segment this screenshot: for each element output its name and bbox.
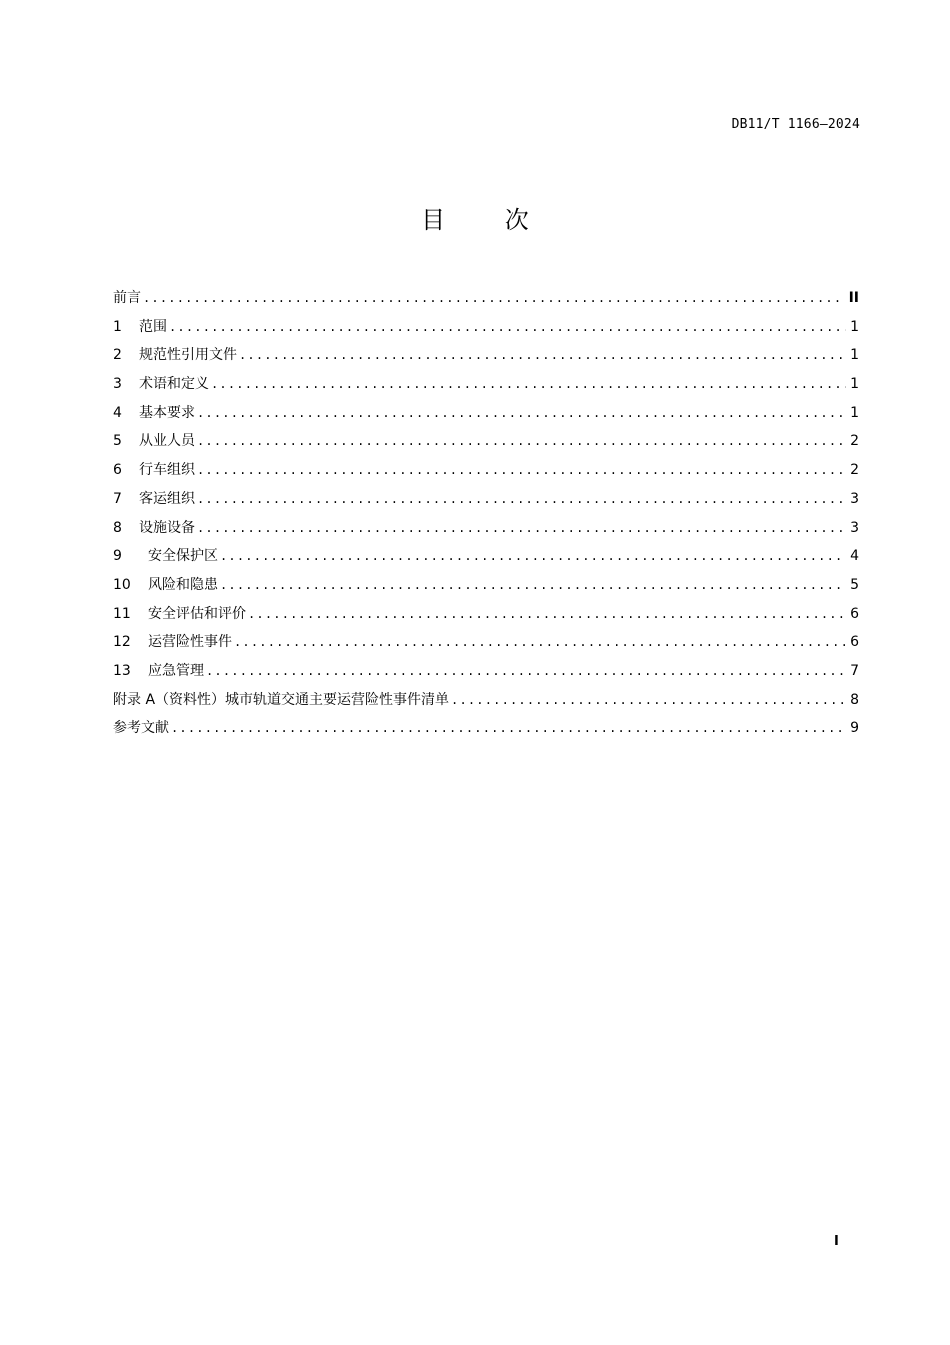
toc-leader-dots	[169, 313, 846, 342]
toc-entry-text: 应急管理	[148, 662, 204, 679]
toc-entry-page: 1	[850, 376, 859, 393]
toc-entry-1[interactable]	[113, 313, 859, 342]
toc-entry-page: 2	[850, 433, 859, 450]
toc-entry-appendix-a[interactable]	[113, 686, 859, 715]
toc-entry-7[interactable]	[113, 485, 859, 514]
toc-entry-number: 9	[113, 548, 122, 565]
toc-entry-13[interactable]	[113, 657, 859, 686]
toc-leader-dots	[211, 370, 846, 399]
toc-entry-11[interactable]	[113, 600, 859, 629]
toc-entry-page: 1	[850, 318, 859, 335]
toc-entry-3[interactable]	[113, 370, 859, 399]
toc-entry-text: 安全保护区	[148, 548, 218, 565]
toc-entry-number: 13	[113, 662, 131, 679]
toc-leader-dots	[239, 341, 846, 370]
toc-entry-foreword[interactable]	[113, 284, 859, 313]
toc-entry-12[interactable]	[113, 628, 859, 657]
toc-entry-text: 参考文献	[113, 720, 169, 737]
toc-title: 目 次	[421, 206, 555, 234]
toc-entry-page: 6	[850, 634, 859, 651]
toc-entry-number: 4	[113, 404, 122, 421]
toc-entry-number: 7	[113, 490, 122, 507]
toc-entry-4[interactable]	[113, 399, 859, 428]
toc-entry-bibliography[interactable]	[113, 714, 859, 743]
toc-entry-number: 12	[113, 634, 131, 651]
toc-entry-page: 6	[850, 605, 859, 622]
toc-entry-page: 3	[850, 490, 859, 507]
toc-leader-dots	[197, 399, 846, 428]
toc-entry-text: 客运组织	[139, 490, 195, 507]
toc-entry-page: 4	[850, 548, 859, 565]
toc-entry-text: 附录 A（资料性）城市轨道交通主要运营险性事件清单	[113, 691, 450, 708]
toc-entry-5[interactable]	[113, 427, 859, 456]
toc-entry-text: 从业人员	[139, 433, 195, 450]
toc-entry-text: 前言	[113, 290, 141, 306]
toc-entry-10[interactable]	[113, 571, 859, 600]
toc-entry-page: 3	[850, 519, 859, 536]
toc-leader-dots	[220, 571, 846, 600]
toc-leader-dots	[197, 427, 846, 456]
toc-entry-number: 8	[113, 519, 122, 536]
table-of-contents	[113, 284, 859, 743]
toc-leader-dots	[234, 628, 846, 657]
toc-entry-number: 11	[113, 605, 131, 622]
toc-entry-text: 基本要求	[139, 404, 195, 421]
toc-entry-page: 7	[850, 662, 859, 679]
toc-entry-page: 5	[850, 576, 859, 593]
toc-entry-page: 2	[850, 462, 859, 479]
toc-entry-8[interactable]	[113, 514, 859, 543]
toc-entry-text: 范围	[139, 318, 167, 335]
toc-leader-dots	[171, 714, 846, 743]
toc-entry-page: 8	[850, 691, 859, 708]
document-code: DB11/T 1166—2024	[731, 117, 860, 132]
toc-entry-number: 5	[113, 433, 122, 450]
toc-leader-dots	[451, 686, 846, 715]
toc-entry-number: 1	[113, 318, 122, 335]
toc-entry-text: 安全评估和评价	[148, 605, 246, 622]
toc-leader-dots	[197, 485, 846, 514]
toc-entry-page: 9	[850, 720, 859, 737]
toc-entry-text: 风险和隐患	[148, 576, 218, 593]
toc-entry-6[interactable]	[113, 456, 859, 485]
toc-entry-text: 设施设备	[139, 519, 195, 536]
page-number: I	[834, 1234, 839, 1249]
toc-entry-text: 术语和定义	[139, 376, 209, 393]
toc-entry-page: 1	[850, 404, 859, 421]
toc-leader-dots	[197, 514, 846, 543]
toc-entry-number: 3	[113, 376, 122, 393]
toc-entry-number: 2	[113, 347, 122, 364]
toc-leader-dots	[248, 600, 846, 629]
toc-entry-text: 行车组织	[139, 462, 195, 479]
toc-leader-dots	[220, 542, 846, 571]
toc-entry-text: 规范性引用文件	[139, 347, 237, 364]
toc-entry-2[interactable]	[113, 341, 859, 370]
toc-entry-text: 运营险性事件	[148, 634, 232, 651]
toc-entry-page: II	[848, 290, 859, 306]
toc-leader-dots	[197, 456, 846, 485]
toc-entry-page: 1	[850, 347, 859, 364]
toc-entry-9[interactable]	[113, 542, 859, 571]
toc-entry-number: 10	[113, 576, 131, 593]
toc-leader-dots	[206, 657, 846, 686]
toc-entry-number: 6	[113, 462, 122, 479]
toc-leader-dots	[143, 284, 845, 313]
